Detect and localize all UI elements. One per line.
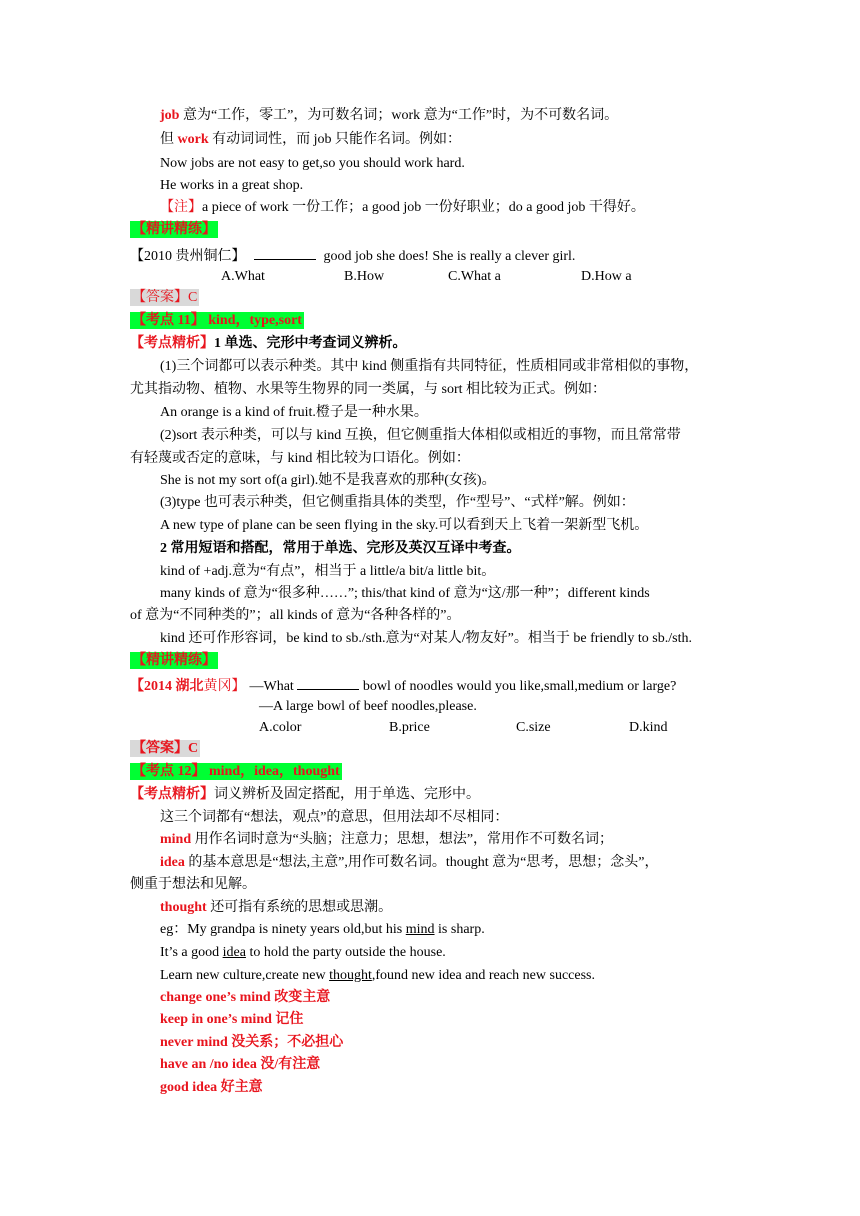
question-2 [130,675,676,693]
note-line [160,199,645,217]
question-source: 【2010 贵州铜仁】 [130,249,246,264]
option-c: C.size [516,720,551,735]
term-idea: idea [160,855,185,870]
analysis-tag: 【考点精析】 [130,336,214,351]
paragraph-line: many kinds of 意为“很多种……”; this/that kind of 意为“这/那一种”；different kinds [160,586,650,601]
example-sentence: A new type of plane can be seen flying in the sky.可以看到天上飞着一架新型飞机。 [160,518,649,533]
paragraph-line: (2)sort 表示种类，可以与 kind 互换，但它侧重指大体相似或相近的事物，而且常常带 [160,428,681,443]
answer-line [130,289,199,307]
text: 有动词词性，而 job 只能作名词。例如： [208,132,462,147]
practice-tag: 【精讲精练】 [132,222,216,237]
example-sentence [160,944,446,962]
question-source-city: 黄冈】 [203,679,246,694]
text: is sharp. [434,922,485,937]
text: 还可指有系统的思想或思潮。 [206,900,393,915]
answer-tag: 【答案】C [132,741,199,756]
topic-heading-11 [130,312,304,330]
option-d: D.How a [581,269,632,284]
text: a piece of work 一份工作；a good job 一份好职业；do a good job 干得好。 [202,200,645,215]
answer-line [130,740,200,758]
phrase: keep in one’s mind 记住 [160,1012,304,1027]
phrase: have an /no idea 没/有注意 [160,1057,321,1072]
option-c: C.What a [448,269,501,284]
term-work: work [177,132,209,147]
term-mind: mind [160,832,192,847]
paragraph-line: 尤其指动物、植物、水果等生物界的同一类属，与 sort 相比较为正式。例如： [130,382,606,397]
topic-heading-12 [130,763,342,781]
text: It’s a good [160,945,223,960]
paragraph-line: 侧重于想法和见解。 [130,877,256,892]
paragraph-line: (1)三个词都可以表示种类。其中 kind 侧重指有共同特征，性质相同或非常相似的事物， [160,359,699,374]
text: 1 单选、完形中考查词义辨析。 [214,336,407,351]
paragraph-line: kind 还可作形容词，be kind to sb./sth.意为“对某人/物友好”。相当于 be friendly to sb./sth. [160,631,692,646]
line-work-verb [160,131,461,149]
example-sentence: He works in a great shop. [160,178,304,193]
example-sentence [160,921,485,939]
note-tag: 【注】 [160,200,202,215]
question-text: good job she does! She is really a clever girl. [323,249,576,264]
text: —What [249,679,298,694]
paragraph-line: 有轻蔑或否定的意味，与 kind 相比较为口语化。例如： [130,451,470,466]
paragraph-line: kind of +adj.意为“有点”，相当于 a little/a bit/a little bit。 [160,564,496,579]
paragraph-line [160,831,613,849]
option-a: A.color [259,720,302,735]
example-sentence [160,967,595,985]
answer-blank [254,245,316,260]
analysis-heading-11 [130,335,407,353]
text: 意为“工作，零工”，为可数名词；work 意为“工作”时，为不可数名词。 [179,108,619,123]
question-source: 【2014 湖北 [130,679,204,694]
term-thought: thought [160,900,207,915]
answer-tag: 【答案】C [132,290,198,305]
example-sentence: She is not my sort of(a girl).她不是我喜欢的那种(女孩)。 [160,473,496,488]
underlined-word: mind [405,922,435,937]
answer-blank [297,675,359,690]
example-sentence: An orange is a kind of fruit.橙子是一种水果。 [160,405,428,420]
analysis-tag: 【考点精析】 [130,787,214,802]
text: eg：My grandpa is ninety years old,but his [160,922,406,937]
underlined-word: idea [222,945,246,960]
analysis-heading-12 [130,786,480,804]
question-2-reply: —A large bowl of beef noodles,please. [259,699,477,714]
question-1 [130,245,575,263]
line-job-meaning [160,107,618,125]
option-a: A.What [221,269,265,284]
text: to hold the party outside the house. [245,945,446,960]
phrase: never mind 没关系；不必担心 [160,1035,344,1050]
underlined-word: thought [329,968,372,983]
option-d: D.kind [629,720,668,735]
text: 词义辨析及固定搭配，用于单选、完形中。 [214,787,480,802]
term-job: job [160,108,180,123]
paragraph-line: (3)type 也可表示种类，但它侧重指具体的类型，作“型号”、“式样”解。例如： [160,495,635,510]
text: bowl of noodles would you like,small,medium or large? [359,679,677,694]
subheading: 2 常用短语和搭配，常用于单选、完形及英汉互译中考查。 [160,541,521,556]
paragraph-line [160,854,659,872]
text: ,found new idea and reach new success. [371,968,595,983]
practice-heading [130,221,218,239]
text: 用作名词时意为“头脑；注意力；思想，想法”，常用作不可数名词； [191,832,614,847]
text: Learn new culture,create new [160,968,330,983]
example-sentence: Now jobs are not easy to get,so you should work hard. [160,156,465,171]
text: 但 [160,132,178,147]
text: 的基本意思是“想法,主意”,用作可数名词。thought 意为“思考，思想；念头”， [184,855,659,870]
practice-tag: 【精讲精练】 [132,653,216,668]
paragraph-line [160,899,392,917]
option-b: B.price [389,720,430,735]
practice-heading [130,652,218,670]
phrase: good idea 好主意 [160,1080,263,1095]
option-b: B.How [344,269,385,284]
paragraph-line: 这三个词都有“想法，观点”的意思，但用法却不尽相同： [160,810,509,825]
topic-tag: 【考点 12】 mind，idea，thought [132,764,340,779]
paragraph-line: of 意为“不同种类的”；all kinds of 意为“各种各样的”。 [130,608,461,623]
phrase: change one’s mind 改变主意 [160,990,331,1005]
topic-tag: 【考点 11】 kind，type,sort [132,313,302,328]
